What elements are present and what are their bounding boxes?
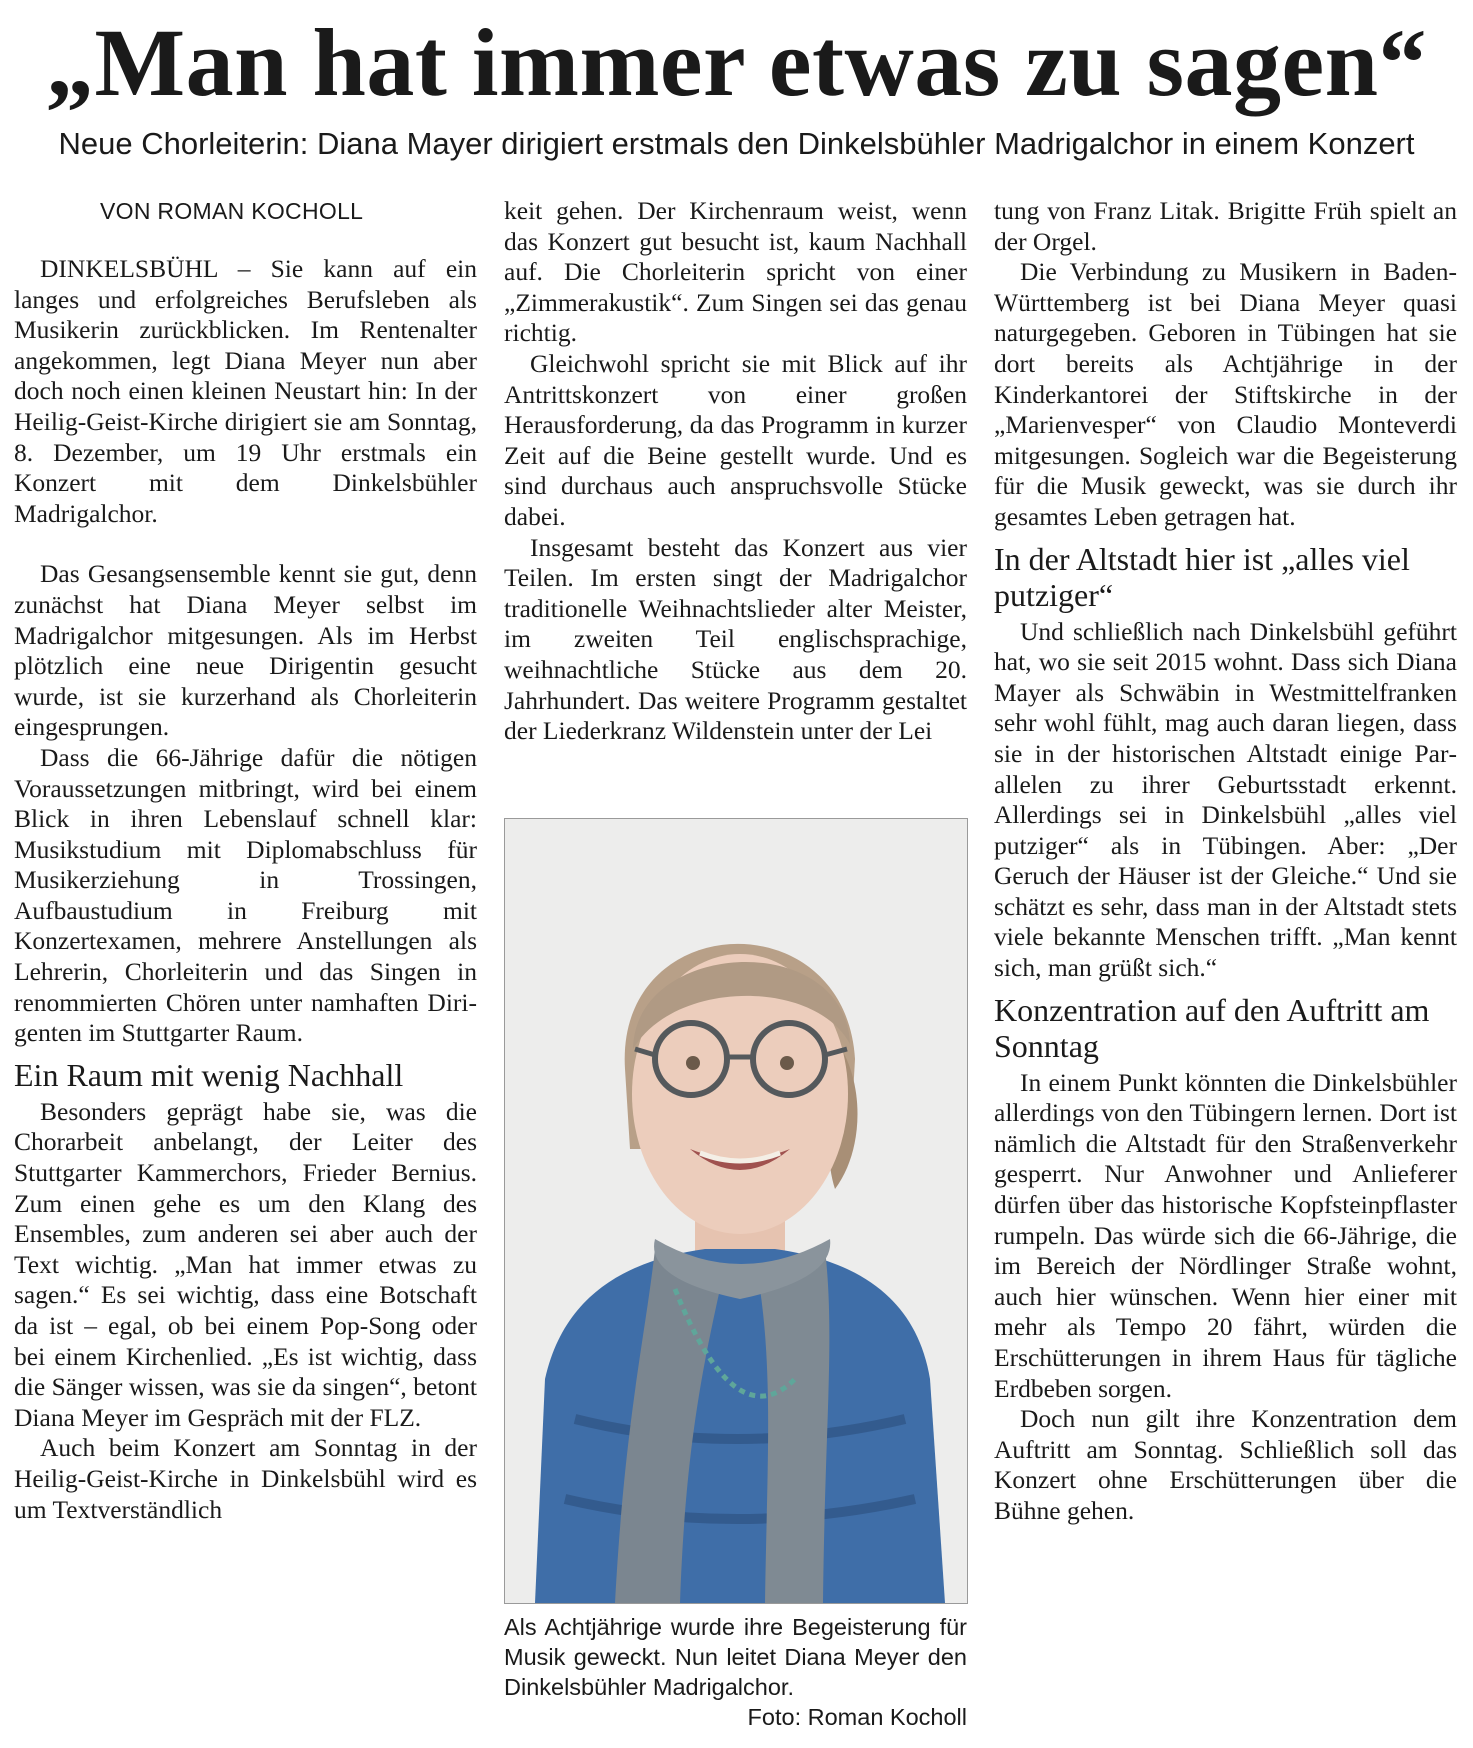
column-2	[504, 196, 967, 747]
paragraph: Gleichwohl spricht sie mit Blick auf ihr Antrittskonzert von einer großen Herausforderung, da das Programm in kurzer Zeit auf die Beine gestellt wurde. Und es sind durchaus auch anspruchsvolle Stücke dabei.	[504, 348, 967, 531]
paragraph: Besonders geprägt habe sie, was die Chorarbeit anbelangt, der Leiter des Stuttgarter Kammerchors, Frieder Bernius. Zum einen gehe es um den Klang des Ensembles, zum anderen sei aber auch der Text wichtig. „Man hat immer etwas zu sagen.“ Es sei wichtig, dass eine Botschaft da ist – egal, ob bei einem Pop-Song oder bei einem Kirchenlied. „Es ist wichtig, dass die Sänger wissen, was sie da singen“, betont Diana Meyer im Gespräch mit der FLZ.	[14, 1096, 477, 1432]
paragraph: In einem Punkt könnten die Dinkelsbühler allerdings von den Tübingern lernen. Dort ist nämlich die Altstadt für den Straßenverkehr gesperrt. Nur Anwohner und Anlieferer dürfen über das historische Kopfsteinpflaster rumpeln. Das würde sich die 66-Jährige, die im Bereich der Nördlinger Straße wohnt, auch hier wünschen. Wenn hier einer mit mehr als Tempo 20 fährt, würden die Erschütterungen in ihrem Haus für tägliche Erdbeben sorgen.	[994, 1067, 1457, 1403]
photo-caption	[504, 1612, 967, 1732]
paragraph: Auch beim Konzert am Sonntag in der Heilig-Geist-Kirche in Dinkelsbühl wird es um Textverständlich	[14, 1433, 477, 1524]
byline: VON ROMAN KOCHOLL	[100, 198, 364, 224]
paragraph: keit gehen. Der Kirchenraum weist, wenn das Konzert gut besucht ist, kaum Nachhall auf. Die Chorleiterin spricht von einer „Zimmerakustik“. Zum Singen sei das genau richtig.	[504, 196, 967, 348]
paragraph: Insgesamt besteht das Konzert aus vier Teilen. Im ersten singt der Madrigalchor traditionelle Weihnachtslieder alter Meister, im zweiten Teil englischsprachige, weihnachtliche Stücke aus dem 20. Jahrhundert. Das weitere Programm gestaltet der Liederkranz Wildenstein unter der Lei	[504, 532, 967, 746]
subheadline: Neue Chorleiterin: Diana Mayer dirigiert erstmals den Dinkelsbühler Madrigalchor in einem Konzert	[58, 126, 1415, 161]
section-heading: In der Altstadt hier ist „alles viel putziger“	[994, 540, 1410, 613]
paragraph: Und schließlich nach Dinkelsbühl geführt hat, wo sie seit 2015 wohnt. Dass sich Diana Mayer als Schwäbin in Westmittelfranken sehr wohl fühlt, mag auch daran liegen, dass sie in der historischen Altstadt einige Parallelen zu ihrer Geburtsstadt erkennt. Allerdings sei in Dinkelsbühl „alles viel putziger“ als in Tübingen. Aber: „Der Geruch der Häuser ist der Gleiche.“ Und sie schätzt es sehr, dass man in der Altstadt stets viele bekannte Menschen trifft. „Man kennt sich, man grüßt sich.“	[994, 616, 1457, 983]
portrait-illustration	[505, 819, 967, 1603]
paragraph: Die Verbindung zu Musikern in Baden-Württemberg ist bei Diana Meyer quasi naturgegeben. Geboren in Tübingen hat sie dort bereits als Achtjährige in der Kinderkantorei der Stiftskirche in der „Marienvesper“ von Claudio Monteverdi mitgesungen. Sogleich war die Begeisterung für die Musik geweckt, was sie durch ihr gesamtes Leben getragen hat.	[994, 257, 1457, 531]
paragraph: Doch nun gilt ihre Konzentration dem Auftritt am Sonntag. Schließlich soll das Konzert ohne Erschütterungen über die Bühne gehen.	[994, 1404, 1457, 1525]
headline: „Man hat immer etwas zu sagen“	[45, 9, 1428, 116]
portrait-photo	[504, 818, 968, 1604]
paragraph: Das Gesangsensemble kennt sie gut, denn zunächst hat Diana Meyer selbst im Madrigalchor mitgesungen. Als im Herbst plötzlich eine neue Dirigentin gesucht wurde, ist sie kurzerhand als Chorleiterin eingesprungen.	[14, 559, 477, 742]
column-1	[14, 196, 477, 1525]
caption-text: Als Achtjährige wurde ihre Begeisterung für Musik geweckt. Nun leitet Diana Meyer den Dinkelsbühler Madrigalchor.	[504, 1614, 967, 1700]
section-heading: Ein Raum mit wenig Nachhall	[14, 1056, 404, 1093]
paragraph: DINKELSBÜHL – Sie kann auf ein langes und erfolgreiches Berufsleben als Musikerin zurückblicken. Im Rentenalter angekommen, legt Diana Meyer nun aber doch noch einen kleinen Neustart hin: In der Heilig-Geist-Kirche dirigiert sie am Sonntag, 8. Dezember, um 19 Uhr erstmals ein Konzert mit dem Dinkelsbühler Madrigalchor.	[14, 254, 477, 528]
section-heading: Konzentration auf den Auftritt am Sonntag	[994, 991, 1430, 1064]
column-3	[994, 196, 1457, 1527]
photo-credit: Foto: Roman Kocholl	[747, 1704, 967, 1730]
paragraph: Dass die 66-Jährige dafür die nötigen Voraussetzungen mitbringt, wird bei einem Blick in ihren Lebenslauf schnell klar: Musikstudium mit Diplomabschluss für Musikerziehung in Trossingen, Aufbaustudium in Freiburg mit Konzertexamen, mehrere Anstellungen als Lehrerin, Chorleiterin und das Singen in renommierten Chören unter namhaften Dirigenten im Stuttgarter Raum.	[14, 742, 477, 1048]
paragraph: tung von Franz Litak. Brigitte Früh spielt an der Orgel.	[994, 196, 1457, 256]
